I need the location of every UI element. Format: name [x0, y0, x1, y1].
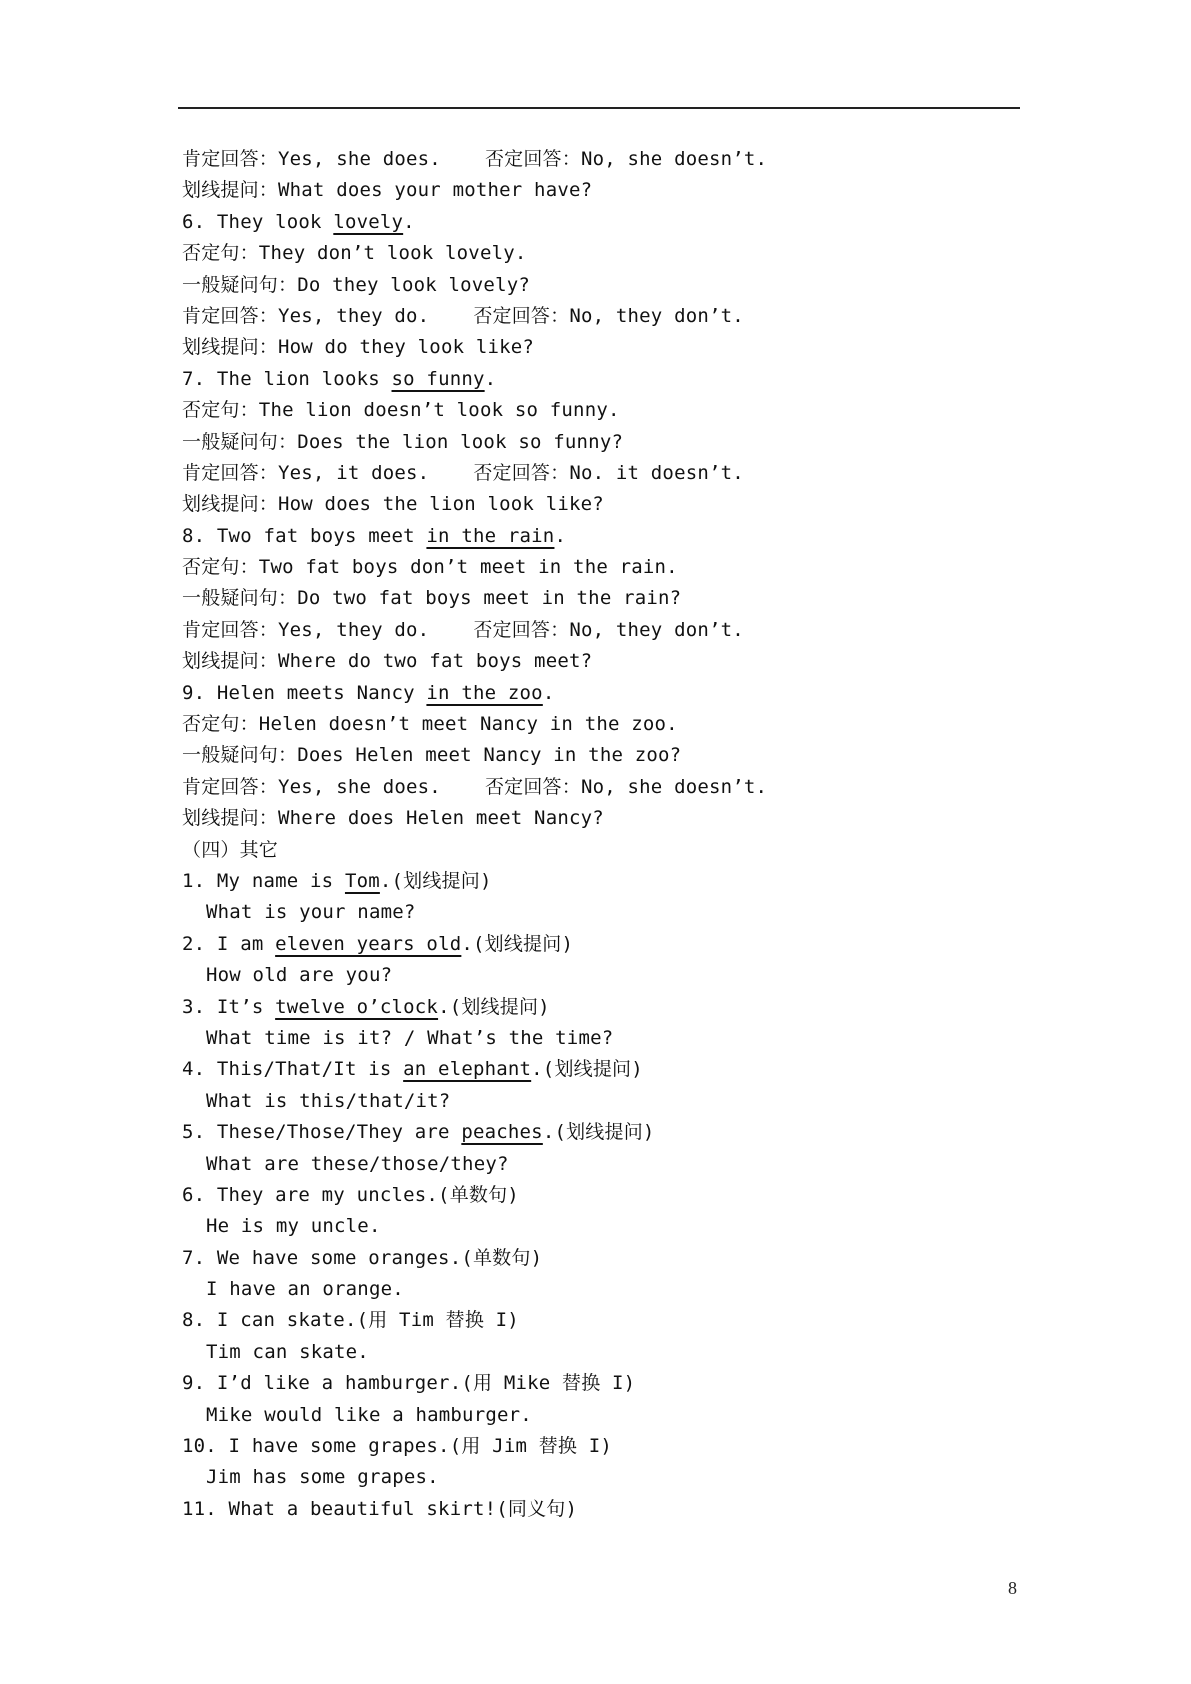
text-line: 10. I have some grapes.(用 Jim 替换 I) — [182, 1435, 613, 1458]
text-line: 否定句：They don’t look lovely. — [182, 242, 527, 265]
text-line: 7. We have some oranges.(单数句) — [182, 1246, 543, 1269]
text-line: What are these/those/they? — [206, 1152, 509, 1175]
sentence-start: 8. Two fat boys meet — [182, 524, 427, 547]
text-line: Tim can skate. — [206, 1340, 369, 1363]
text-line — [182, 364, 1012, 395]
text-line: 11. What a beautiful skirt!(同义句) — [182, 1497, 578, 1520]
sentence-start: 7. The lion looks — [182, 367, 392, 390]
sentence-start: 9. Helen meets Nancy — [182, 681, 427, 704]
sentence-end: .(划线提问) — [438, 995, 550, 1018]
text-line — [182, 866, 1012, 897]
sentence-end: .(划线提问) — [542, 1121, 655, 1144]
underlined-target: twelve o’clock — [275, 995, 439, 1018]
text-line: I have an orange. — [206, 1278, 404, 1301]
underlined-target: eleven years old — [275, 932, 462, 955]
text-line — [182, 458, 1012, 489]
sentence-end: . — [542, 681, 555, 704]
text-line — [182, 207, 1012, 238]
underlined-target: lovely — [333, 210, 404, 233]
text-line: What time is it? / What’s the time? — [206, 1026, 614, 1049]
text-line: 否定句：Two fat boys don’t meet in the rain. — [182, 556, 678, 579]
text-line — [182, 301, 1012, 332]
sentence-start: 4. This/That/It is — [182, 1058, 404, 1081]
text-line: 一般疑问句：Does the lion look so funny? — [182, 430, 624, 453]
sentence-start: 3. It’s — [182, 995, 276, 1018]
text-line: He is my uncle. — [206, 1215, 381, 1238]
underlined-target: an elephant — [403, 1058, 532, 1081]
text-line: （四）其它 — [182, 838, 279, 861]
text-line: 划线提问：Where does Helen meet Nancy? — [182, 807, 604, 830]
text-line: 划线提问：How does the lion look like? — [182, 493, 604, 516]
underlined-target: in the rain — [426, 524, 555, 547]
negative-answer: 否定回答：No. it doesn’t. — [473, 461, 744, 484]
sentence-end: . — [554, 524, 567, 547]
affirmative-answer: 肯定回答：Yes, she does. — [182, 148, 441, 170]
text-line: Jim has some grapes. — [206, 1466, 439, 1489]
sentence-start: 1. My name is — [182, 869, 345, 892]
sentence-end: .(划线提问) — [531, 1058, 643, 1081]
text-line: 划线提问：What does your mother have? — [182, 179, 593, 202]
underlined-target: in the zoo — [426, 681, 543, 704]
text-line — [182, 1054, 1012, 1085]
header-rule — [178, 107, 1020, 109]
text-line: 否定句：Helen doesn’t meet Nancy in the zoo. — [182, 713, 678, 736]
text-line — [182, 992, 1012, 1023]
underlined-target: so funny — [391, 367, 485, 390]
affirmative-answer: 肯定回答：Yes, they do. — [182, 304, 430, 327]
text-line — [182, 144, 1012, 175]
text-line: What is your name? — [206, 901, 416, 924]
text-line: What is this/that/it? — [206, 1089, 451, 1112]
negative-answer: 否定回答：No, they don’t. — [473, 618, 744, 641]
text-line: 划线提问：How do they look like? — [182, 336, 535, 359]
underlined-target: Tom — [344, 869, 380, 892]
sentence-end: .(划线提问) — [461, 932, 574, 955]
text-line: 否定句：The lion doesn’t look so funny. — [182, 399, 620, 422]
underlined-target: peaches — [461, 1121, 543, 1144]
text-line — [182, 772, 1012, 803]
text-line — [182, 1117, 1012, 1148]
text-line: 一般疑问句：Do they look lovely? — [182, 273, 530, 296]
affirmative-answer: 肯定回答：Yes, she does. — [182, 775, 441, 798]
document-body — [182, 144, 1012, 1525]
sentence-end: . — [403, 210, 415, 233]
text-line — [182, 521, 1012, 552]
text-line: Mike would like a hamburger. — [206, 1403, 532, 1426]
text-line: 一般疑问句：Does Helen meet Nancy in the zoo? — [182, 744, 682, 767]
sentence-start: 6. They look — [182, 210, 334, 233]
text-line: How old are you? — [206, 964, 393, 987]
text-line — [182, 678, 1012, 709]
page-number: 8 — [1008, 1578, 1017, 1598]
text-line: 8. I can skate.(用 Tim 替换 I) — [182, 1309, 519, 1332]
text-line: 划线提问：Where do two fat boys meet? — [182, 650, 593, 673]
text-line: 9. I’d like a hamburger.(用 Mike 替换 I) — [182, 1372, 636, 1395]
text-line — [182, 615, 1012, 646]
affirmative-answer: 肯定回答：Yes, it does. — [182, 461, 430, 484]
negative-answer: 否定回答：No, she doesn’t. — [484, 775, 768, 798]
negative-answer: 否定回答：No, they don’t. — [473, 304, 744, 327]
sentence-end: . — [484, 367, 497, 390]
negative-answer: 否定回答：No, she doesn’t. — [484, 148, 768, 170]
sentence-start: 2. I am — [182, 932, 276, 955]
affirmative-answer: 肯定回答：Yes, they do. — [182, 618, 430, 641]
sentence-end: .(划线提问) — [379, 869, 492, 892]
text-line — [182, 929, 1012, 960]
text-line: 6. They are my uncles.(单数句) — [182, 1183, 519, 1206]
text-line: 一般疑问句：Do two fat boys meet in the rain? — [182, 587, 682, 610]
sentence-start: 5. These/Those/They are — [182, 1121, 462, 1144]
